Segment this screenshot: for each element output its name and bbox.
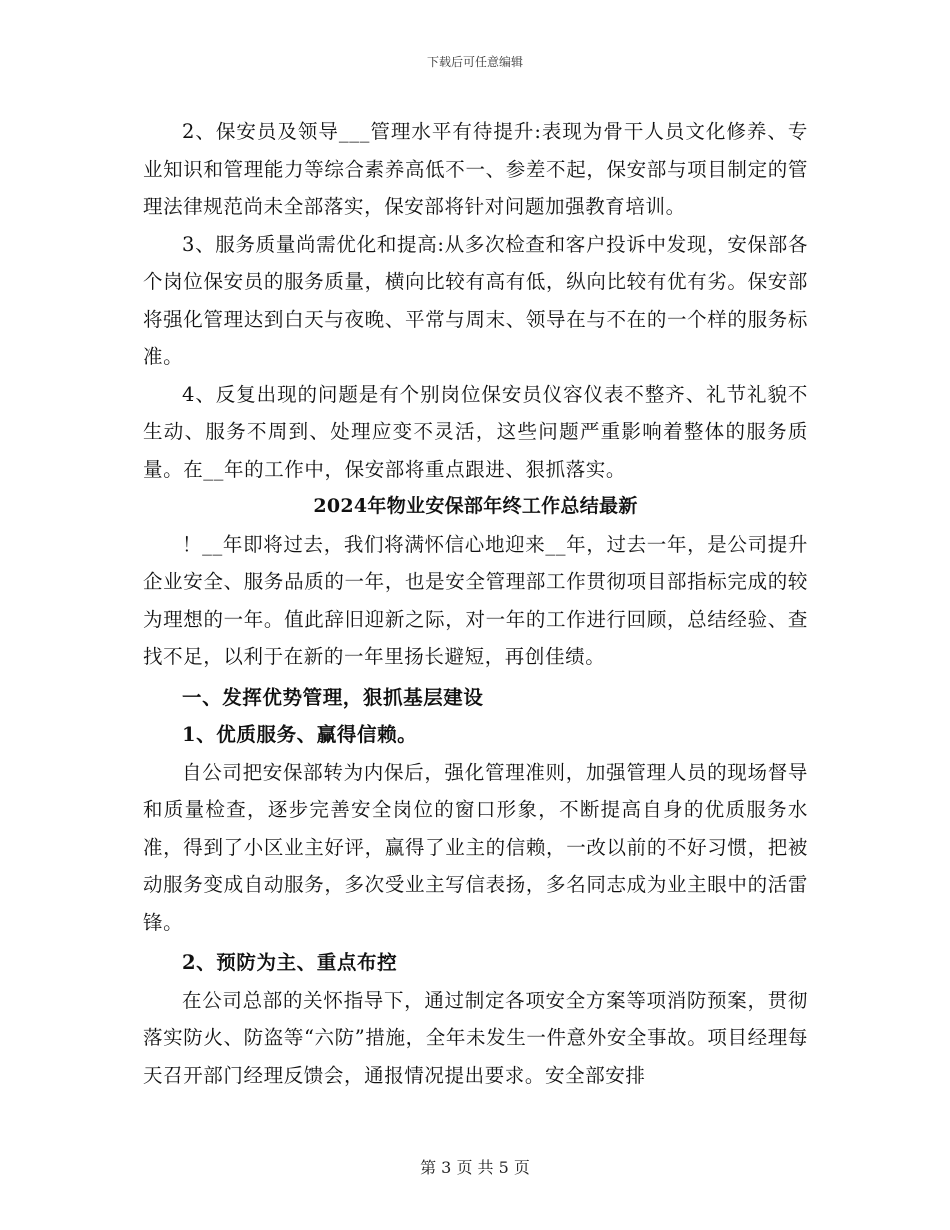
subsection-heading-2: 2、预防为主、重点布控 [182,951,398,974]
paragraph-3: 4、反复出现的问题是有个别岗位保安员仪容仪表不整齐、礼节礼貌不生动、服务不周到、处理应变不灵活，这些问题严重影响着整体的服务质量。在__年的工作中，保安部将重点跟进、狠抓落实。 [143,382,808,481]
paragraph-2: 3、服务质量尚需优化和提高:从多次检查和客户投诉中发现，安保部各个岗位保安员的服务质量，横向比较有高有低，纵向比较有优有劣。保安部将强化管理达到白天与夜晚、平常与周末、领导在与不在的一个样的服务标准。 [143,232,808,368]
subsection-heading-1: 1、优质服务、赢得信赖。 [182,723,418,746]
document-body [143,113,808,1094]
paragraph-1: 2、保安员及领导___管理水平有待提升:表现为骨干人员文化修养、专业知识和管理能力等综合素养高低不一、参差不起，保安部与项目制定的管理法律规范尚未全部落实，保安部将针对问题加强教育培训。 [143,120,808,218]
page-number: 第 3 页 共 5 页 [420,1158,530,1177]
paragraph-4: ！__年即将过去，我们将满怀信心地迎来__年，过去一年，是公司提升企业安全、服务品质的一年，也是安全管理部工作贯彻项目部指标完成的较为理想的一年。值此辞旧迎新之际，对一年的工作进行回顾，总结经验、查找不足，以利于在新的一年里扬长避短，再创佳绩。 [143,532,808,668]
page-header: 下载后可任意编辑 [426,55,523,69]
document-title: 2024年物业安保部年终工作总结最新 [313,495,638,517]
section-heading-1: 一、发挥优势管理，狠抓基层建设 [182,685,484,709]
paragraph-6: 在公司总部的关怀指导下，通过制定各项安全方案等项消防预案，贯彻落实防火、防盗等“六防”措施，全年未发生一件意外安全事故。项目经理每天召开部门经理反馈会，通报情况提出要求。安全部安排 [143,988,808,1087]
paragraph-5: 自公司把安保部转为内保后，强化管理准则，加强管理人员的现场督导和质量检查，逐步完善安全岗位的窗口形象，不断提高自身的优质服务水准，得到了小区业主好评，赢得了业主的信赖，一改以前的不好习惯，把被动服务变成自动服务，多次受业主写信表扬，多名同志成为业主眼中的活雷锋。 [143,760,808,934]
